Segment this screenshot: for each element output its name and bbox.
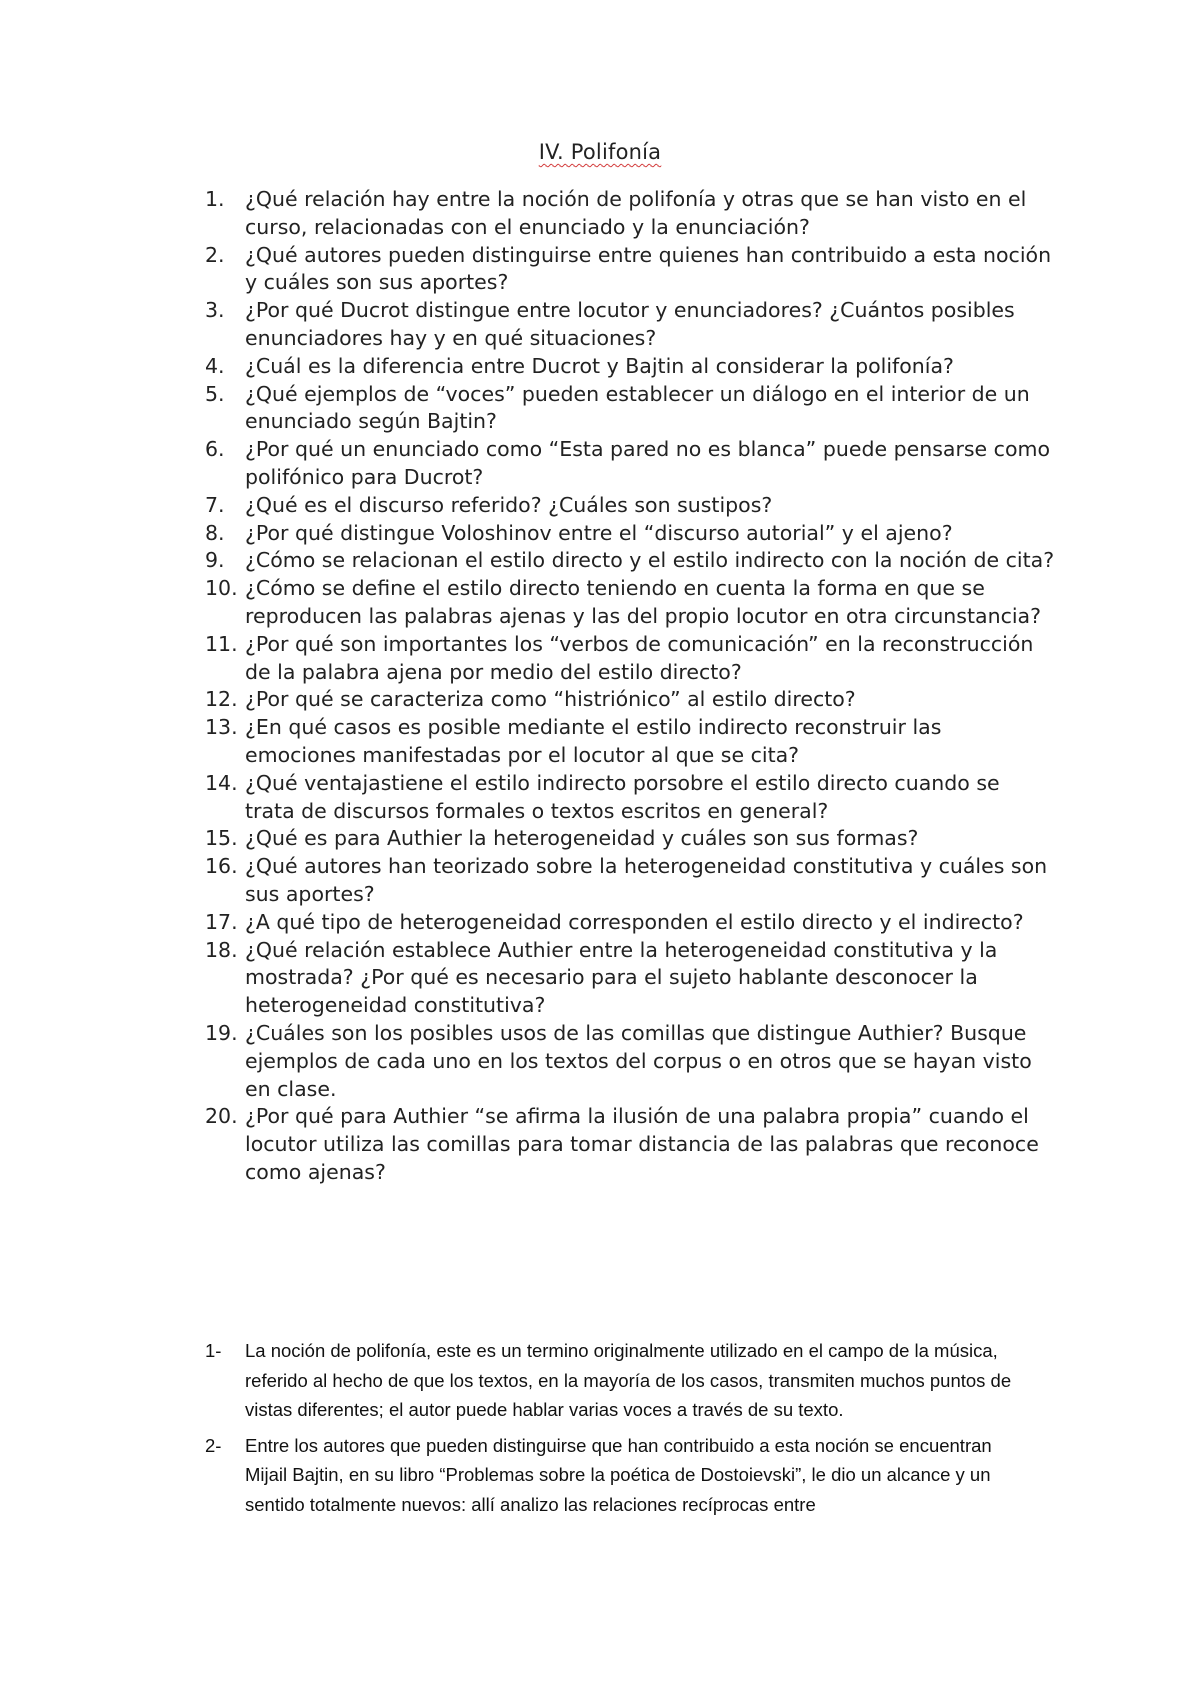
list-item <box>205 686 1055 714</box>
item-number: 1. <box>205 187 225 211</box>
item-number: 12. <box>205 687 238 712</box>
list-item <box>205 381 1055 437</box>
list-item <box>205 242 1055 298</box>
list-item <box>205 714 1055 770</box>
item-text: ¿Cuál es la diferencia entre Ducrot y Bajtin al considerar la polifonía? <box>245 353 954 378</box>
answer-number: 1- <box>205 1340 222 1361</box>
answer-text: Entre los autores que pueden distinguirse que han contribuido a esta noción se encuentran Mijail Bajtin, en su libro “Problemas sobre la poética de Dostoievski”, le dio un alcance y un sentido totalmente nuevos: allí analizo las relaciones recíprocas entre <box>245 1434 992 1515</box>
item-number: 13. <box>205 715 238 740</box>
answer-number: 2- <box>205 1434 222 1456</box>
item-number: 5. <box>205 381 225 406</box>
list-item <box>205 436 1055 492</box>
item-text: ¿Cómo se relacionan el estilo directo y el estilo indirecto con la noción de cita? <box>245 548 1055 573</box>
item-text: ¿Por qué son importantes los “verbos de comunicación” en la reconstrucción de la palabra ajena por medio del estilo directo? <box>245 631 1034 684</box>
item-text: ¿Qué relación establece Authier entre la heterogeneidad constitutiva y la mostrada? ¿Por qué es necesario para el sujeto hablante desconocer la heterogeneidad constitutiva? <box>245 937 998 1018</box>
list-item <box>205 575 1055 631</box>
answers-list <box>205 1336 1035 1525</box>
item-number: 15. <box>205 826 238 851</box>
questions-list <box>205 186 1055 1187</box>
list-item <box>205 1020 1055 1103</box>
list-item <box>205 520 1055 548</box>
item-text: ¿Por qué se caracteriza como “histriónico” al estilo directo? <box>245 687 856 712</box>
item-number: 16. <box>205 854 238 879</box>
list-item <box>205 631 1055 687</box>
item-number: 3. <box>205 298 225 323</box>
item-text: ¿Por qué para Authier “se afirma la ilusión de una palabra propia” cuando el locutor utiliza las comillas para tomar distancia de las palabras que reconoce como ajenas? <box>245 1104 1039 1184</box>
list-item <box>205 186 1055 242</box>
list-item <box>205 297 1055 353</box>
answer-text: La noción de polifonía, este es un termino originalmente utilizado en el campo de la música, referido al hecho de que los textos, en la mayoría de los casos, transmiten muchos puntos de vistas diferentes; el autor puede hablar varias voces a través de su texto. <box>245 1340 1012 1420</box>
item-number: 18. <box>205 937 238 962</box>
item-text: ¿Por qué Ducrot distingue entre locutor y enunciadores? ¿Cuántos posibles enunciadores hay y en qué situaciones? <box>245 298 1015 350</box>
answer-item <box>205 1336 1035 1425</box>
item-text: ¿En qué casos es posible mediante el estilo indirecto reconstruir las emociones manifestadas por el locutor al que se cita? <box>245 715 942 767</box>
item-number: 2. <box>205 242 225 267</box>
item-number: 14. <box>205 770 238 795</box>
item-text: ¿Por qué un enunciado como “Esta pared no es blanca” puede pensarse como polifónico para Ducrot? <box>245 437 1051 489</box>
item-text: ¿Qué ejemplos de “voces” pueden establecer un diálogo en el interior de un enunciado según Bajtin? <box>245 381 1030 434</box>
item-text: ¿Qué relación hay entre la noción de polifonía y otras que se han visto en el curso, relacionadas con el enunciado y la enunciación? <box>245 187 1027 239</box>
item-number: 7. <box>205 492 225 517</box>
title-text: IV. Polifonía <box>538 140 662 164</box>
list-item <box>205 825 1055 853</box>
item-text: ¿Qué ventajastiene el estilo indirecto porsobre el estilo directo cuando se trata de discursos formales o textos escritos en general? <box>245 770 1000 823</box>
item-text: ¿Cuáles son los posibles usos de las comillas que distingue Authier? Busque ejemplos de cada uno en los textos del corpus o en otros que se hayan visto en clase. <box>245 1020 1032 1101</box>
item-number: 6. <box>205 437 225 462</box>
item-text: ¿Qué autores han teorizado sobre la heterogeneidad constitutiva y cuáles son sus aportes? <box>245 854 1048 906</box>
list-item <box>205 492 1055 520</box>
item-number: 10. <box>205 576 238 601</box>
item-number: 17. <box>205 909 238 934</box>
item-text: ¿Por qué distingue Voloshinov entre el “discurso autorial” y el ajeno? <box>245 520 953 545</box>
page-title <box>0 140 1200 164</box>
list-item <box>205 937 1055 1020</box>
item-text: ¿Qué es el discurso referido? ¿Cuáles son sustipos? <box>245 492 773 517</box>
list-item <box>205 853 1055 909</box>
list-item <box>205 1103 1055 1186</box>
item-text: ¿Qué autores pueden distinguirse entre quienes han contribuido a esta noción y cuáles son sus aportes? <box>245 242 1052 295</box>
item-text: ¿Qué es para Authier la heterogeneidad y cuáles son sus formas? <box>245 826 919 851</box>
list-item <box>205 770 1055 826</box>
item-number: 4. <box>205 353 225 378</box>
item-text: ¿Cómo se define el estilo directo teniendo en cuenta la forma en que se reproducen las palabras ajenas y las del propio locutor en otra circunstancia? <box>245 576 1041 628</box>
item-number: 20. <box>205 1104 238 1129</box>
list-item <box>205 547 1055 575</box>
item-number: 11. <box>205 631 238 656</box>
list-item <box>205 909 1055 937</box>
answer-item <box>205 1431 1035 1520</box>
item-number: 19. <box>205 1020 238 1045</box>
item-number: 8. <box>205 520 225 545</box>
item-number: 9. <box>205 548 225 573</box>
item-text: ¿A qué tipo de heterogeneidad corresponden el estilo directo y el indirecto? <box>245 909 1024 934</box>
list-item <box>205 353 1055 381</box>
